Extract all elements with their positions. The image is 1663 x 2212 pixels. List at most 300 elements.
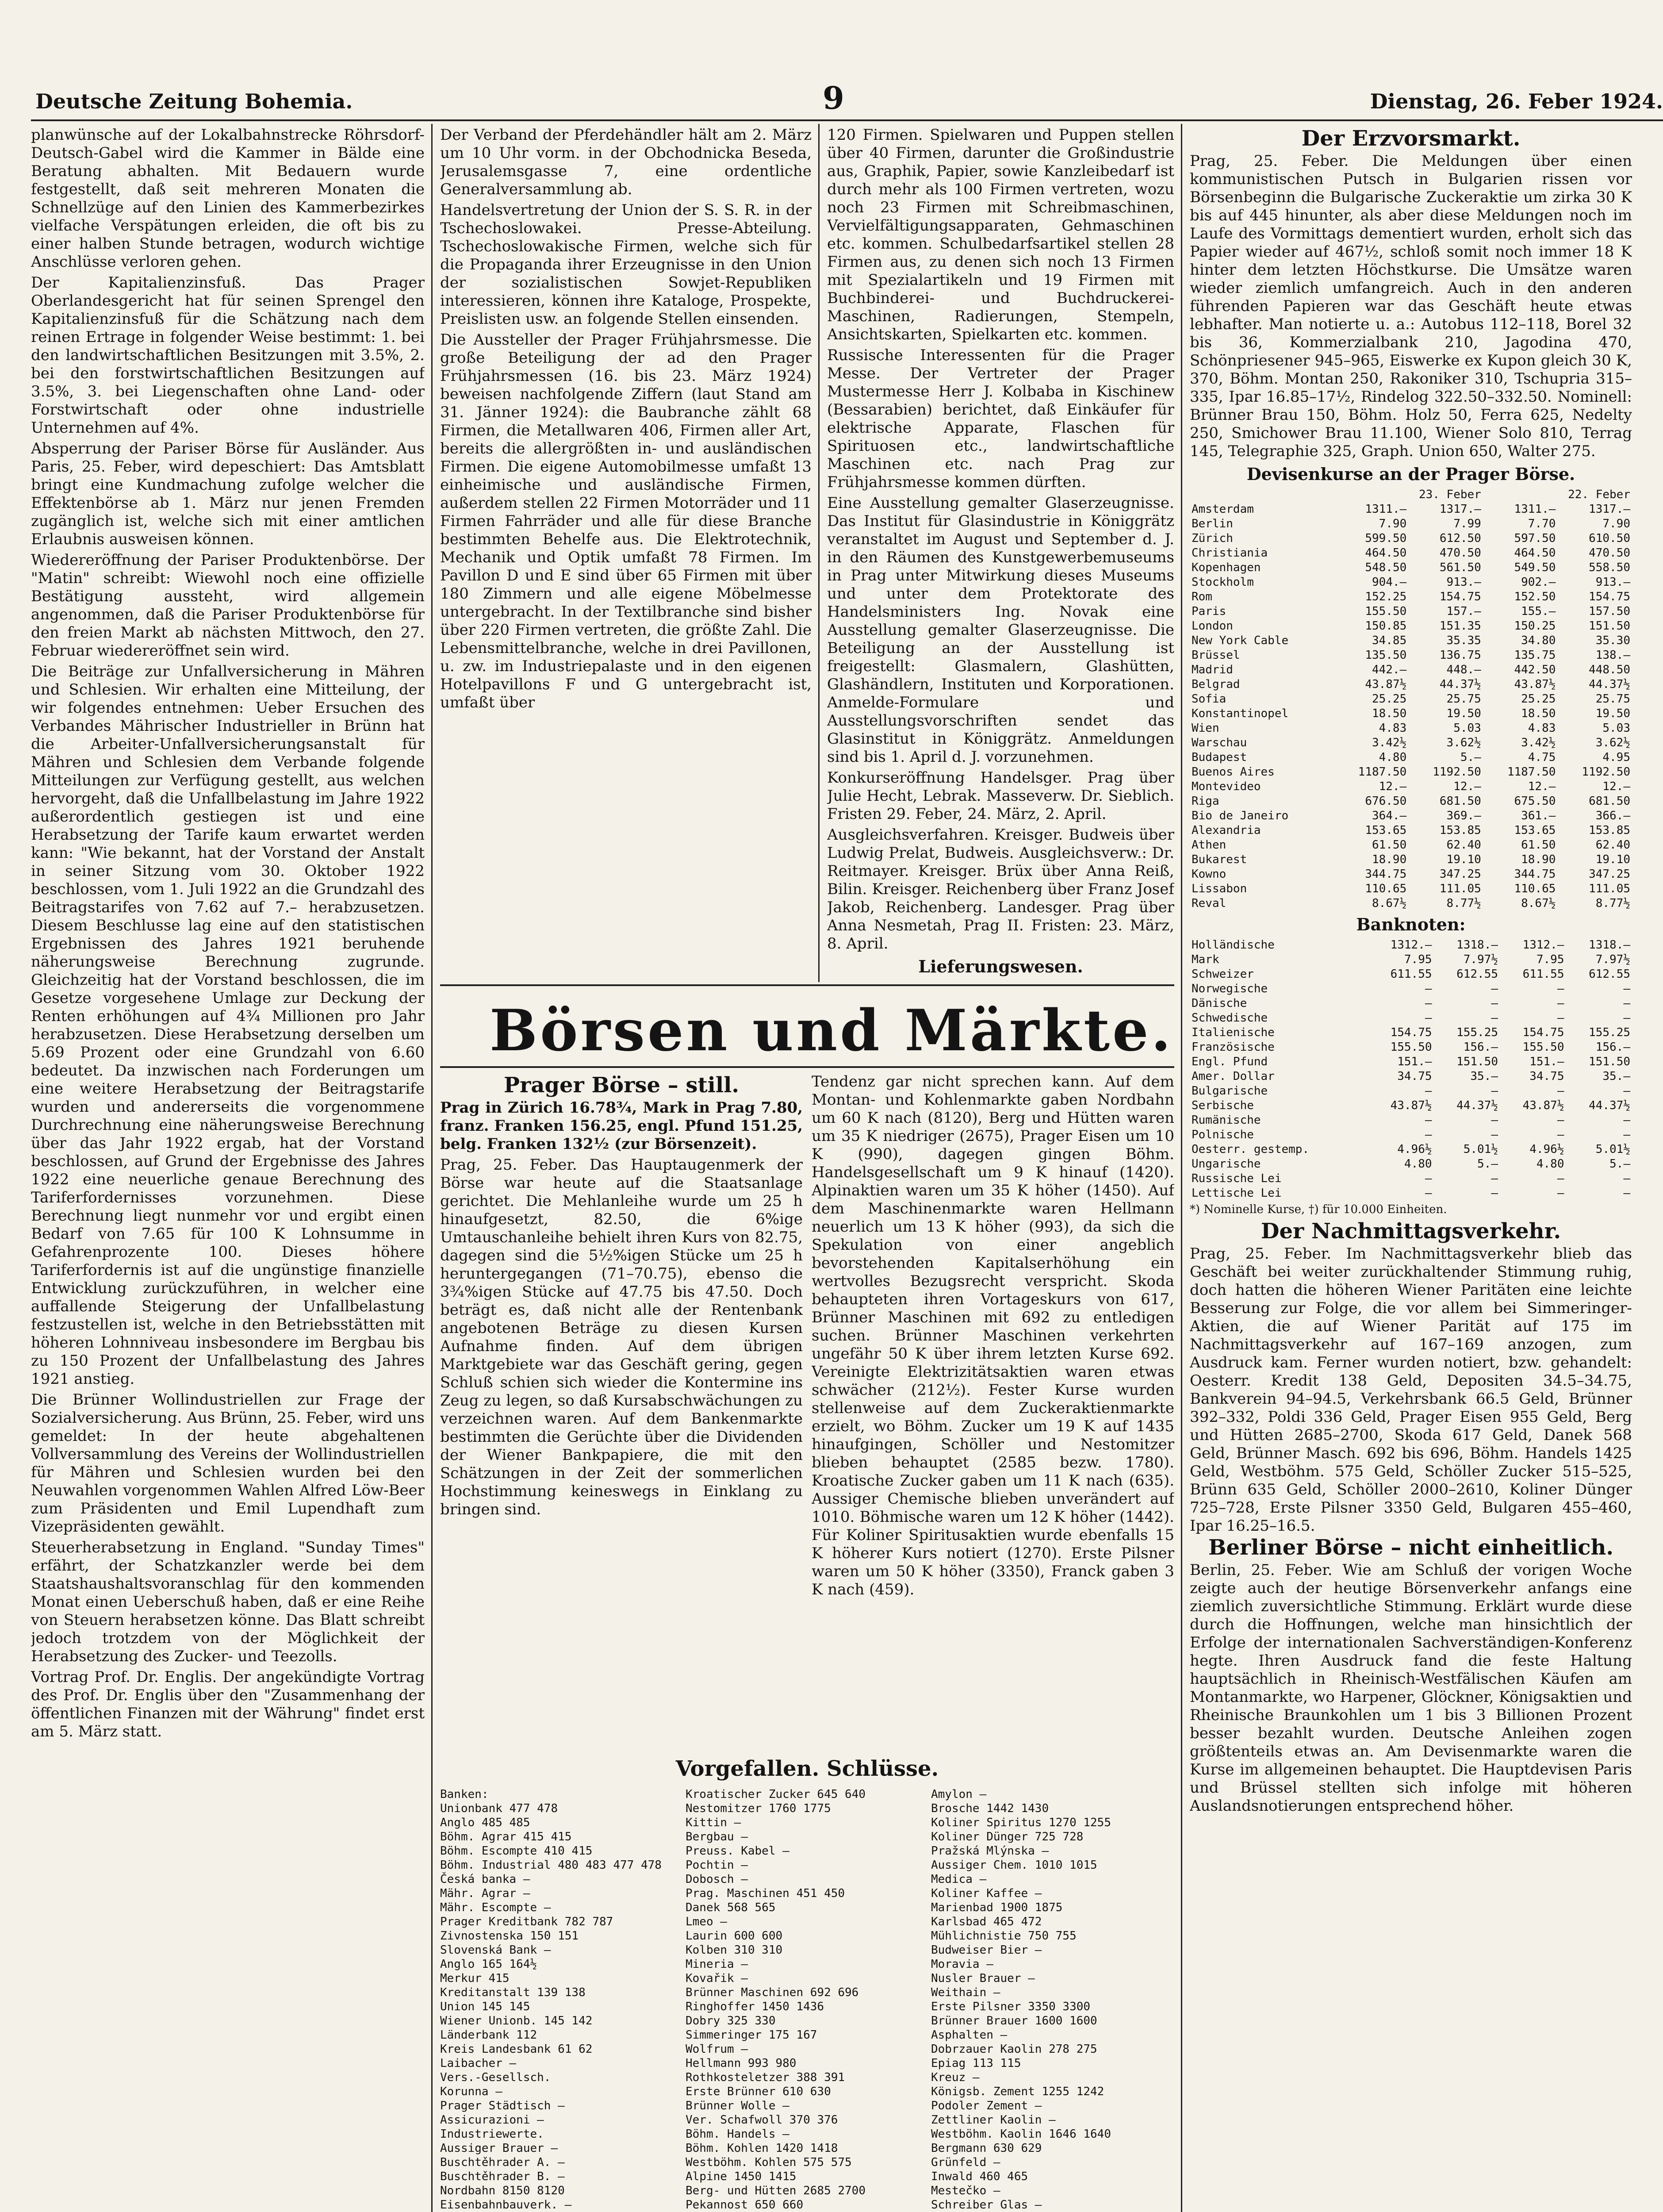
rate-cell: 442.— — [1372, 663, 1407, 676]
rate-cell: 904.— — [1372, 576, 1407, 589]
quote-line: Asphalten — — [931, 2028, 1008, 2042]
currency-label: Berlin — [1192, 517, 1233, 530]
rate-cell: 366.— — [1595, 809, 1630, 822]
quote-line: Industriewerte. — [440, 2128, 544, 2141]
quote-line: Rothkosteletzer 388 391 — [686, 2071, 845, 2084]
rate-cell: 151.— — [1529, 1055, 1564, 1068]
banknotes-table — [1190, 938, 1632, 1201]
currency-label: Engl. Pfund — [1192, 1055, 1268, 1068]
rate-cell: 136.75 — [1439, 649, 1481, 662]
quote-line: Hellmann 993 980 — [686, 2057, 797, 2070]
rate-cell: — — [1623, 1114, 1630, 1127]
quote-line: Böhm. Industrial 480 483 477 478 — [440, 1859, 662, 1872]
rate-cell: 12.— — [1453, 780, 1481, 793]
currency-label: Stockholm — [1192, 576, 1254, 589]
currency-label: Madrid — [1192, 663, 1233, 676]
rate-cell: 681.50 — [1439, 795, 1481, 808]
fx-row — [1190, 1128, 1632, 1142]
rate-cell: 5.— — [1460, 751, 1481, 764]
rate-cell: 19.50 — [1595, 707, 1630, 720]
quote-line: Wolfrum — — [686, 2043, 748, 2056]
quote-line: Kolben 310 310 — [686, 1943, 783, 1957]
rate-cell: 4.83 — [1528, 722, 1556, 735]
rate-cell: — — [1425, 1084, 1432, 1098]
rate-cell: — — [1425, 1128, 1432, 1141]
rate-cell: — — [1557, 982, 1564, 995]
quote-line: Amylon — — [931, 1788, 987, 1801]
quote-line: Laurin 600 600 — [686, 1929, 783, 1943]
fx-row — [1190, 882, 1632, 896]
rate-cell: — — [1623, 1128, 1630, 1141]
quote-line: Dobosch — — [686, 1873, 748, 1886]
rate-cell: 155.25 — [1589, 1026, 1630, 1039]
quote-line: Kittin — — [686, 1816, 741, 1829]
fx-row — [1190, 967, 1632, 982]
fx-row — [1190, 1084, 1632, 1098]
quote-line: Brosche 1442 1430 — [931, 1802, 1049, 1815]
quote-line: Buschtěhrader B. — — [440, 2170, 565, 2183]
quotes-column-c — [931, 1787, 1174, 2212]
fx-date-col: 23. Feber — [1418, 488, 1481, 501]
rate-cell: 7.90 — [1379, 517, 1407, 530]
fx-row — [1190, 634, 1632, 648]
rate-cell: — — [1557, 997, 1564, 1010]
rate-cell: 34.75 — [1397, 1070, 1432, 1083]
quote-line: Koliner Dünger 725 728 — [931, 1830, 1084, 1843]
quote-line: Assicurazioni — — [440, 2113, 544, 2127]
rate-cell: 3.42½ — [1521, 736, 1556, 749]
quote-line: Dobry 325 330 — [686, 2014, 776, 2028]
rate-cell: 3.62½ — [1595, 736, 1630, 749]
rate-cell: 549.50 — [1514, 561, 1556, 574]
currency-label: Sofia — [1192, 692, 1226, 706]
article-paragraph: Eine Ausstellung gemalter Glaserzeugnisse. Das Institut für Glasindustrie in Königgrätz veranstaltet im August und September d. J. in den Räumen des Kunstgewerbemuseums in Prag unter Mitwirkung dieses Museums und unter dem Protektorate des Handelsministers Ing. Novak eine Ausstellung gemalter Glaserzeugnisse. Die Beteiligung an der Ausstellung ist freigestellt: Glasmalern, Glashütten, Glashändlern, Instituten und Korporationen. Anmelde-Formulare und Ausstellungsvorschriften sendet das Glasinstitut in Königgrätz. Anmeldungen sind bis 1. April d. J. vorzunehmen. — [827, 494, 1174, 766]
rate-cell: 364.— — [1372, 809, 1407, 822]
quote-line: Erste Pilsner 3350 3300 — [931, 2000, 1091, 2013]
fx-row — [1190, 952, 1632, 967]
quote-line: Pochtin — — [686, 1859, 748, 1872]
rate-cell: 611.55 — [1522, 968, 1564, 981]
quote-line: Mineria — — [686, 1958, 748, 1971]
rate-cell: 1192.50 — [1433, 765, 1481, 779]
rate-cell: 18.50 — [1372, 707, 1407, 720]
rate-cell: 464.50 — [1365, 546, 1407, 560]
rate-cell: — — [1557, 1172, 1564, 1185]
rate-cell: — — [1623, 1084, 1630, 1098]
rate-cell: — — [1557, 1114, 1564, 1127]
quote-line: Epiag 113 115 — [931, 2057, 1021, 2070]
rate-cell: 34.85 — [1372, 634, 1407, 647]
article-paragraph: Absperrung der Pariser Börse für Ausländer. Aus Paris, 25. Feber, wird depeschiert: Das Amtsblatt bringt eine Kundmachung zufolge welcher die Effektenbörse ab 1. März nur jenen Fremden zugänglich ist, welche sich mit einer amtlichen Erlaubnis ausweisen können. — [31, 440, 425, 548]
rate-cell: 3.62½ — [1446, 736, 1481, 749]
rate-cell: — — [1425, 1114, 1432, 1127]
quote-line: Kreis Landesbank 61 62 — [440, 2043, 593, 2056]
rate-cell: 611.55 — [1390, 968, 1432, 981]
rate-cell: 4.80 — [1536, 1157, 1564, 1171]
rate-cell: 1312.— — [1390, 938, 1432, 952]
quote-line: Weithain — — [931, 1986, 1000, 1999]
prager-boerse-article — [440, 1073, 803, 1763]
rate-cell: 157.50 — [1589, 605, 1630, 618]
rate-cell: — — [1557, 1011, 1564, 1025]
rate-cell: 4.80 — [1379, 751, 1407, 764]
rate-cell: 138.— — [1595, 649, 1630, 662]
rate-cell: 43.87½ — [1514, 678, 1556, 691]
section-rule — [440, 1066, 1174, 1068]
quote-line: Ringhoffer 1450 1436 — [686, 2000, 824, 2013]
rate-cell: 151.50 — [1456, 1055, 1498, 1068]
currency-label: Mark — [1192, 953, 1219, 966]
rate-cell: 1317.— — [1589, 503, 1630, 516]
rate-cell: 4.96½ — [1529, 1143, 1564, 1156]
quote-line: Ver. Schafwoll 370 376 — [686, 2113, 838, 2127]
rate-cell: 25.75 — [1595, 692, 1630, 706]
currency-label: Rom — [1192, 590, 1212, 603]
masthead — [31, 80, 1663, 121]
rate-cell: 12.— — [1528, 780, 1556, 793]
rate-cell: 470.50 — [1589, 546, 1630, 560]
article-paragraph: Ausgleichsverfahren. Kreisger. Budweis über Ludwig Prelat, Budweis. Ausgleichsverw.: Dr. Reitmayer. Kreisger. Brüx über Anna Reiß, Bilin. Kreisger. Reichenberg über Franz Josef Jakob, Reichenberg. Landesger. Prag über Anna Nesmetah, Prag II. Fristen: 23. März, 8. April. — [827, 826, 1174, 952]
currency-label: Französische — [1192, 1041, 1275, 1054]
fx-row — [1190, 561, 1632, 575]
currency-label: Schweizer — [1192, 968, 1254, 981]
currency-label: Bio de Janeiro — [1192, 809, 1289, 822]
fx-row — [1190, 663, 1632, 677]
currency-label: Russische Lei — [1192, 1172, 1282, 1185]
article-paragraph: 120 Firmen. Spielwaren und Puppen stellen über 40 Firmen, darunter die Großindustrie aus, Graphik, Papier, sowie Kanzleibedarf ist durch mehr als 100 Firmen vertreten, wozu noch 23 Firmen mit Schreibmaschinen, Vervielfältigungsapparaten, Gehmaschinen etc. kommen. Schulbedarfsartikel stellen 28 Firmen aus, zu denen sich noch 13 Firmen mit Spezialartikeln und 19 Firmen mit Buchbinderei- und Buchdruckerei-Maschinen, Radierungen, Stempeln, Ansichtskarten, Spielkarten etc. kommen. — [827, 126, 1174, 343]
rate-cell: 153.85 — [1439, 824, 1481, 837]
fx-row — [1190, 502, 1632, 517]
rate-cell: 155.50 — [1522, 1041, 1564, 1054]
rate-cell: 5.— — [1609, 1157, 1630, 1171]
fx-row — [1190, 648, 1632, 663]
rate-cell: 612.50 — [1439, 532, 1481, 545]
rate-cell: 35.30 — [1595, 634, 1630, 647]
rate-cell: — — [1491, 1084, 1498, 1098]
rate-cell: — — [1491, 982, 1498, 995]
rate-cell: 4.95 — [1602, 751, 1630, 764]
currency-label: Oesterr. gestemp. — [1192, 1143, 1310, 1156]
currency-label: Amsterdam — [1192, 503, 1254, 516]
currency-label: Lettische Lei — [1192, 1187, 1282, 1200]
quote-line: Brünner Brauer 1600 1600 — [931, 2014, 1097, 2028]
rate-cell: 4.75 — [1528, 751, 1556, 764]
fx-row — [1190, 736, 1632, 750]
rate-cell: 1311.— — [1365, 503, 1407, 516]
rate-cell: 111.05 — [1439, 882, 1481, 895]
quote-line: Alpine 1450 1415 — [686, 2170, 797, 2183]
quote-line: Buschtěhrader A. — — [440, 2156, 565, 2169]
quote-line: Vers.-Gesellsch. — [440, 2071, 551, 2084]
quotes-column-b — [686, 1787, 924, 2212]
rate-cell: — — [1623, 1011, 1630, 1025]
rate-cell: 44.37½ — [1439, 678, 1481, 691]
currency-label: Serbische — [1192, 1099, 1254, 1112]
quote-line: Budweiser Bier — — [931, 1943, 1042, 1957]
rate-cell: 62.40 — [1595, 838, 1630, 852]
article-paragraph: Der Verband der Pferdehändler hält am 2. März um 10 Uhr vorm. in der Obchodnicka Beseda, Jerusalemsgasse 7, eine ordentliche Generalversammlung ab. — [440, 126, 812, 198]
rate-cell: — — [1491, 1128, 1498, 1141]
currency-label: London — [1192, 619, 1233, 633]
currency-label: Athen — [1192, 838, 1226, 852]
fx-footnote: *) Nominelle Kurse, †) für 10.000 Einheiten. — [1190, 1203, 1447, 1216]
currency-label: Amer. Dollar — [1192, 1070, 1275, 1083]
article-paragraph: Die Brünner Wollindustriellen zur Frage der Sozialversicherung. Aus Brünn, 25. Feber, wird uns gemeldet: In der heute abgehaltenen Vollversammlung des Vereins der Wollindustriellen für Mähren und Schlesien wurden bei den Neuwahlen vorgenommen Wahlen Alfred Löw-Beer zum Präsidenten und Emil Lupendhaft zum Vizepräsidenten gewählt. — [31, 1391, 425, 1536]
rate-cell: 464.50 — [1514, 546, 1556, 560]
rate-cell: 43.87½ — [1365, 678, 1407, 691]
currency-label: Schwedische — [1192, 1011, 1268, 1025]
fx-row — [1190, 823, 1632, 838]
currency-label: Riga — [1192, 795, 1219, 808]
fx-row — [1190, 692, 1632, 707]
rate-cell: 25.25 — [1521, 692, 1556, 706]
fx-heading: Devisenkurse an der Prager Börse. — [1246, 464, 1575, 484]
rate-cell: — — [1491, 1114, 1498, 1127]
rate-cell: 18.90 — [1372, 853, 1407, 866]
rate-cell: 155.50 — [1390, 1041, 1432, 1054]
rate-cell: 152.25 — [1365, 590, 1407, 603]
section-rule — [440, 984, 1174, 986]
fx-row — [1190, 896, 1632, 911]
currency-label: Brüssel — [1192, 649, 1240, 662]
section-title: Börsen und Märkte. — [489, 998, 1174, 1064]
quote-line: Nusler Brauer — — [931, 1972, 1035, 1985]
fx-row — [1190, 575, 1632, 590]
rate-cell: 448.— — [1446, 663, 1481, 676]
column-rule — [1181, 124, 1182, 2212]
rate-cell: 1312.— — [1522, 938, 1564, 952]
rate-cell: 5.01½ — [1463, 1143, 1498, 1156]
fx-row — [1190, 794, 1632, 809]
rate-cell: 7.97½ — [1463, 953, 1498, 966]
rate-cell: 347.25 — [1439, 868, 1481, 881]
quote-line: Prager Städtisch — — [440, 2099, 565, 2112]
prager-boerse-continued — [812, 1073, 1174, 1763]
quote-line: Danek 568 565 — [686, 1901, 776, 1914]
quote-line: Mähr. Agrar — — [440, 1887, 530, 1900]
quote-line: Nestomitzer 1760 1775 — [686, 1802, 831, 1815]
rate-cell: 7.90 — [1602, 517, 1630, 530]
rate-cell: 448.50 — [1589, 663, 1630, 676]
fx-row — [1190, 1098, 1632, 1113]
rate-cell: 902.— — [1521, 576, 1556, 589]
fx-row — [1190, 517, 1632, 531]
rate-cell: — — [1623, 1172, 1630, 1185]
quote-line: Union 145 145 — [440, 2000, 530, 2013]
rate-cell: 25.75 — [1446, 692, 1481, 706]
article-paragraph: Wiedereröffnung der Pariser Produktenbörse. Der "Matin" schreibt: Wiewohl noch eine offizielle Bestätigung aussteht, wird allgemein angenommen, daß die Pariser Produktenbörse für den freien Markt ab nächsten Mittwoch, den 27. Februar wiedereröffnet sein wird. — [31, 551, 425, 660]
rate-cell: — — [1425, 1172, 1432, 1185]
rate-cell: 151.35 — [1439, 619, 1481, 633]
quote-line: Zivnostenska 150 151 — [440, 1929, 579, 1943]
rate-cell: 7.97½ — [1595, 953, 1630, 966]
rate-cell: 35.35 — [1446, 634, 1481, 647]
fx-row — [1190, 619, 1632, 634]
quote-line: Pražská Mlýnska — — [931, 1844, 1049, 1858]
quote-line: Brünner Maschinen 692 696 — [686, 1986, 859, 1999]
rate-cell: 1192.50 — [1582, 765, 1630, 779]
quote-line: Mähr. Escompte — — [440, 1901, 551, 1914]
fx-row — [1190, 1069, 1632, 1084]
rate-cell: 155.25 — [1456, 1026, 1498, 1039]
fx-row — [1190, 707, 1632, 721]
rate-cell: 152.50 — [1514, 590, 1556, 603]
rate-cell: — — [1491, 1011, 1498, 1025]
rate-cell: 62.40 — [1446, 838, 1481, 852]
rate-cell: 110.65 — [1514, 882, 1556, 895]
article-paragraph: Prag, 25. Feber. Im Nachmittagsverkehr blieb das Geschäft bei weiter zurückhaltender Stimmung ruhig, doch hatten die höheren Wiener Paritäten eine leichte Besserung zur Folge, die vor allem bei Simmeringer-Aktien, die auf Wiener Parität auf 175 im Nachmittagsverkehr auf 167–169 anzogen, zum Ausdruck kam. Ferner wurden notiert, bzw. gehandelt: Oesterr. Kredit 138 Geld, Depositen 34.5–34.75, Bankverein 94–94.5, Verkehrsbank 66.5 Geld, Brünner 392–332, Poldi 336 Geld, Prager Eisen 955 Geld, Berg und Hütten 2685–2700, Skoda 617 Geld, Danek 568 Geld, Brünner Masch. 692 bis 696, Böhm. Handels 1425 Geld, Westböhm. 575 Geld, Schöller Zucker 515–525, Brünn 635 Geld, Schöller 2000–2610, Koliner Dünger 725–728, Erste Pilsner 3350 Geld, Bulgaren 455–460, Ipar 16.25–16.5. — [1190, 1245, 1632, 1535]
rate-cell: 153.65 — [1514, 824, 1556, 837]
quote-line: Eisenbahnbauverk. — — [440, 2198, 572, 2212]
quote-line: Länderbank 112 — [440, 2028, 537, 2042]
rate-cell: 599.50 — [1365, 532, 1407, 545]
quote-line: Böhm. Agrar 415 415 — [440, 1830, 572, 1843]
rate-cell: 150.85 — [1365, 619, 1407, 633]
rate-cell: 5.01½ — [1595, 1143, 1630, 1156]
quote-line: Böhm. Escompte 410 415 — [440, 1844, 593, 1858]
quotes-column-a — [440, 1787, 679, 2212]
rate-cell: 157.— — [1446, 605, 1481, 618]
quote-line: Prager Kreditbank 782 787 — [440, 1915, 613, 1928]
quote-line: Westböhm. Kohlen 575 575 — [686, 2156, 852, 2169]
article-paragraph: Russische Interessenten für die Prager Messe. Der Vertreter der Prager Mustermesse Herr J. Kolbaba in Kischinew (Bessarabien) berichtet, daß Einkäufer für elektrische Apparate, Flaschen für Spirituosen etc., landwirtschaftliche Maschinen etc. nach Prag zur Frühjahrsmesse kommen dürften. — [827, 346, 1174, 491]
rate-cell: 34.80 — [1521, 634, 1556, 647]
rate-cell: — — [1491, 997, 1498, 1010]
quote-line: Podoler Zement — — [931, 2099, 1042, 2112]
rate-cell: — — [1557, 1187, 1564, 1200]
rate-cell: 7.70 — [1528, 517, 1556, 530]
rate-cell: 25.25 — [1372, 692, 1407, 706]
rate-cell: 8.67½ — [1521, 897, 1556, 910]
quote-line: Brünner Wolle — — [686, 2099, 789, 2112]
rate-cell: 153.65 — [1365, 824, 1407, 837]
quote-line: Königsb. Zement 1255 1242 — [931, 2085, 1104, 2098]
rate-cell: — — [1623, 997, 1630, 1010]
currency-label: Reval — [1192, 897, 1226, 910]
quote-line: Kroatischer Zucker 645 640 — [686, 1788, 866, 1801]
fx-row — [1190, 531, 1632, 546]
currency-label: Italienische — [1192, 1026, 1275, 1039]
quote-line: Westböhm. Kaolin 1646 1640 — [931, 2128, 1111, 2141]
quote-line: Wiener Unionb. 145 142 — [440, 2014, 593, 2028]
currency-label: Buenos Aires — [1192, 765, 1275, 779]
fx-row — [1190, 590, 1632, 604]
rate-cell: 135.75 — [1514, 649, 1556, 662]
quote-line: Unionbank 477 478 — [440, 1802, 558, 1815]
currency-label: Alexandria — [1192, 824, 1261, 837]
fx-row — [1190, 604, 1632, 619]
fx-row — [1190, 1142, 1632, 1157]
rate-cell: 676.50 — [1365, 795, 1407, 808]
rate-cell: 344.75 — [1514, 868, 1556, 881]
rate-cell: 610.50 — [1589, 532, 1630, 545]
quote-line: Korunna — — [440, 2085, 502, 2098]
rate-cell: 347.25 — [1589, 868, 1630, 881]
rate-cell: 151.— — [1397, 1055, 1432, 1068]
rate-cell: 35.— — [1470, 1070, 1498, 1083]
rate-cell: 12.— — [1602, 780, 1630, 793]
article-heading: Prager Börse – still. — [503, 1073, 740, 1098]
rate-cell: 150.25 — [1514, 619, 1556, 633]
fx-row — [1190, 546, 1632, 561]
rate-cell: 156.— — [1463, 1041, 1498, 1054]
quote-line: Böhm. Handels — — [686, 2128, 789, 2141]
article-paragraph: Die Beiträge zur Unfallversicherung in Mähren und Schlesien. Wir erhalten eine Mitteilung, der wir folgendes entnehmen: Ueber Ersuchen des Verbandes Mährischer Industrieller in Brünn hat die Arbeiter-Unfallversicherungsanstalt für Mähren und Schlesien dem Verbande folgende Mitteilungen zur Verfügung gestellt, aus welchen hervorgeht, daß die Unfallbelastung im Jahre 1922 außerordentlich gestiegen ist und eine Herabsetzung der Tarife kaum erwartet werden kann: "Wie bekannt, hat der Vorstand der Anstalt in seiner Sitzung vom 30. Oktober 1922 beschlossen, vom 1. Juli 1922 an die Grundzahl des Beitragstarifes von 7.62 auf 7.– herabzusetzen. Diesem Beschlusse lag eine auf den statistischen Ergebnissen des Jahres 1921 beruhende näherungsweise Berechnung zugrunde. Gleichzeitig hat der Vorstand beschlossen, die im Gesetze vorgesehene Umlage zur Deckung der Renten erhöhungen auf 4¾ Millionen pro Jahr herabzusetzen. Diese Herabsetzung derselben um 5.69 Prozent oder eine Grundzahl von 6.60 bedeutet. Da inzwischen nach Forderungen um eine weitere Herabsetzung der Beitragstarife wurden und andererseits die vorgenommene Durchrechnung eine näherungsweise Berechnung über das Jahr 1922 ergab, hat der Vorstand beschlossen, auf Grund der Ergebnisse des Jahres 1922 eine neuerliche genaue Berechnung des Tariferfordernisses vorzunehmen. Diese Berechnung liegt nunmehr vor und ergibt einen Bedarf von 7.65 für 100 K Lohnsumme in Gefahrenprozente 100. Dieses höhere Tariferfordernis ist auf die ungünstige finanzielle Entwicklung zurückzuführen, in welcher eine auffallende Steigerung der Unfallbelastung festzustellen ist, welche in den Betriebsstätten mit höheren Lohnniveau insbesondere im Bergbau bis zu 150 Prozent der Unfallbelastung des Jahres 1921 anstieg. — [31, 663, 425, 1388]
rate-cell: 19.10 — [1595, 853, 1630, 866]
quote-line: Kreuz — — [931, 2071, 980, 2084]
fx-row — [1190, 867, 1632, 882]
currency-label: Norwegische — [1192, 982, 1268, 995]
fx-row — [1190, 780, 1632, 794]
rate-cell: 558.50 — [1589, 561, 1630, 574]
rate-cell: 7.95 — [1404, 953, 1432, 966]
rate-cell: 18.90 — [1521, 853, 1556, 866]
rate-cell: 913.— — [1595, 576, 1630, 589]
quote-line: Aussiger Chem. 1010 1015 — [931, 1859, 1097, 1872]
rate-cell: — — [1623, 982, 1630, 995]
rate-cell: 4.96½ — [1397, 1143, 1432, 1156]
rate-cell: 44.37½ — [1456, 1099, 1498, 1112]
fx-row — [1190, 1025, 1632, 1040]
rate-cell: 156.— — [1595, 1041, 1630, 1054]
fx-table — [1190, 488, 1632, 911]
rate-cell: 442.50 — [1514, 663, 1556, 676]
rate-cell: 5.— — [1477, 1157, 1498, 1171]
fx-row — [1190, 982, 1632, 996]
quote-line: Dobrzauer Kaolin 278 275 — [931, 2043, 1097, 2056]
newspaper-page — [31, 80, 1663, 2212]
quote-line: Kreditanstalt 139 138 — [440, 1986, 586, 1999]
page-number: 9 — [823, 80, 844, 116]
currency-label: Kowno — [1192, 868, 1226, 881]
section-heading: Lieferungswesen. — [918, 956, 1083, 976]
fx-row — [1190, 765, 1632, 780]
currency-label: Dänische — [1192, 997, 1247, 1010]
quote-line: Prag. Maschinen 451 450 — [686, 1887, 845, 1900]
rate-cell: 18.50 — [1521, 707, 1556, 720]
rate-cell: 154.75 — [1589, 590, 1630, 603]
currency-label: Bulgarische — [1192, 1084, 1268, 1098]
column-2 — [440, 126, 812, 980]
fx-row — [1190, 809, 1632, 823]
rate-cell: 61.50 — [1521, 838, 1556, 852]
rate-cell: — — [1557, 1128, 1564, 1141]
rate-cell: 4.80 — [1404, 1157, 1432, 1171]
article-heading: Der Nachmittagsverkehr. — [1261, 1219, 1561, 1244]
fx-row — [1190, 1157, 1632, 1171]
quote-line: Preuss. Kabel — — [686, 1844, 789, 1858]
rate-cell: 1311.— — [1514, 503, 1556, 516]
column-1 — [31, 126, 425, 2212]
rate-cell: 612.55 — [1456, 968, 1498, 981]
quote-line: Mestečko — — [931, 2184, 1000, 2197]
quote-line: Aussiger Brauer — — [440, 2142, 558, 2155]
rate-cell: 44.37½ — [1589, 1099, 1630, 1112]
rate-cell: 561.50 — [1439, 561, 1481, 574]
rate-cell: 61.50 — [1372, 838, 1407, 852]
quote-line: Pekannost 650 660 — [686, 2198, 804, 2212]
quote-line: Simmeringer 175 167 — [686, 2028, 817, 2042]
rate-cell: 1187.50 — [1507, 765, 1556, 779]
article-heading: Berliner Börse – nicht einheitlich. — [1208, 1535, 1614, 1560]
quote-line: Česká banka — — [440, 1873, 530, 1886]
rate-cell: — — [1491, 1187, 1498, 1200]
rate-cell: — — [1425, 997, 1432, 1010]
article-paragraph: Konkurseröffnung Handelsger. Prag über Julie Hecht, Lebrak. Masseverw. Dr. Sieblich. Fristen 29. Feber, 24. März, 2. April. — [827, 769, 1174, 823]
quotes-heading-block — [440, 1756, 1174, 1783]
currency-label: Warschau — [1192, 736, 1247, 749]
article-paragraph: Der Kapitalienzinsfuß. Das Prager Oberlandesgericht hat für seinen Sprengel den Kapitalienzinsfuß für die Schätzung nach dem reinen Ertrage in folgender Weise bestimmt: 1. bei den landwirtschaftlichen Besitzungen mit 3.5%, 2. bei den forstwirtschaftlichen Besitzungen auf 3.5%, 3. bei Liegenschaften ohne Land- oder Forstwirtschaft oder ohne industrielle Unternehmen auf 4%. — [31, 274, 425, 437]
